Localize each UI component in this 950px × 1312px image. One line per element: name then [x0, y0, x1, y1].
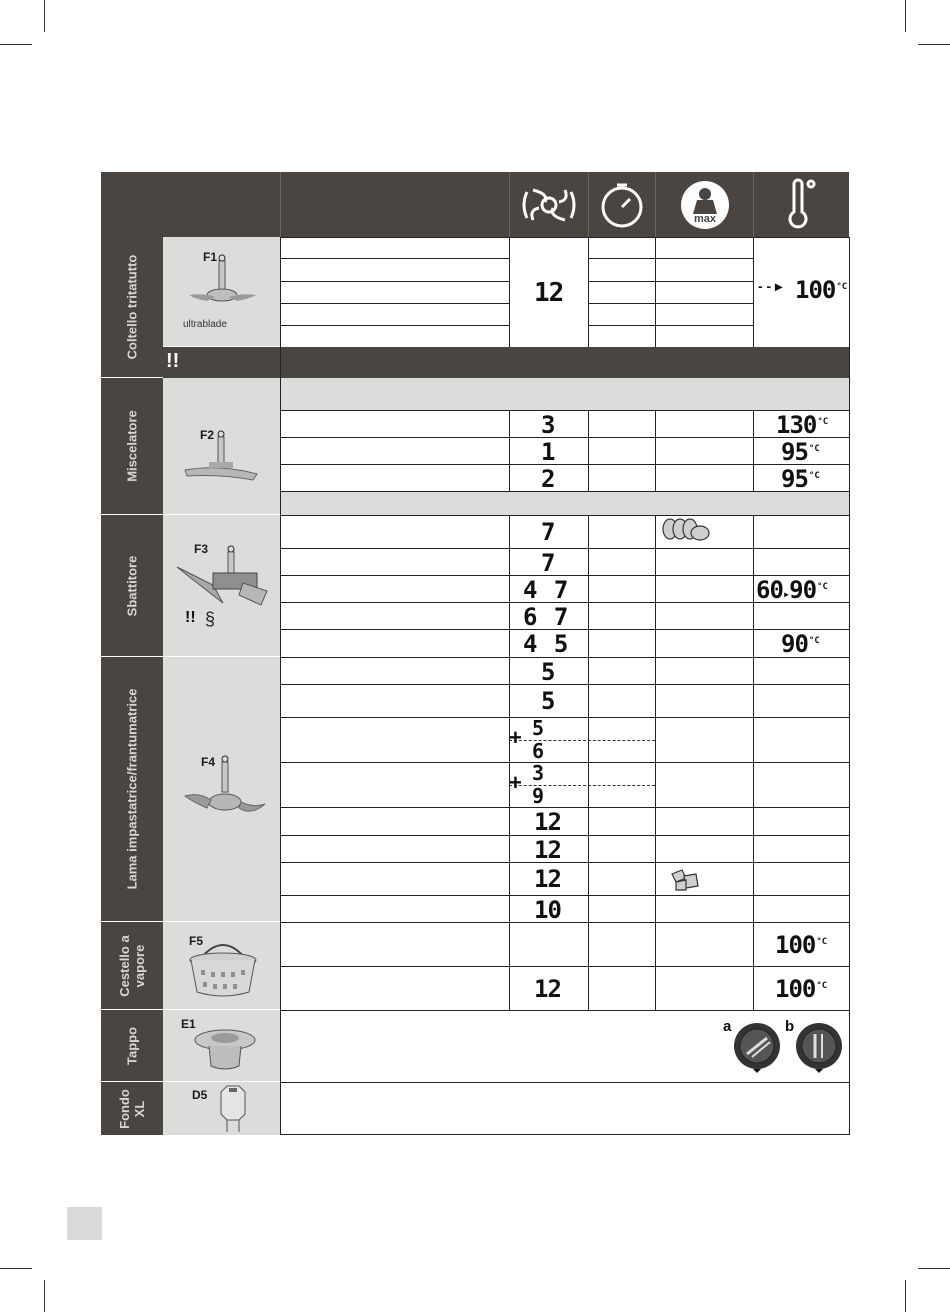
- blade-f1-icon: [185, 253, 260, 313]
- blade-speed-icon: [519, 180, 579, 230]
- temp-f2-2: $95^{^\circ C}$: [781, 438, 820, 466]
- speed-f4-3a: 5: [532, 716, 544, 740]
- speed-f3-1: 7: [541, 518, 555, 546]
- temp-f3-range: $60▸90^{^\circ C}$: [756, 576, 828, 604]
- speed-f3-2: 7: [541, 549, 555, 577]
- dough-blade-f4-icon: [181, 754, 269, 829]
- ultrablade-mark-icon: §: [205, 609, 216, 629]
- tool-code-e1: E1: [181, 1017, 196, 1031]
- egg-icon: [660, 517, 712, 545]
- steam-basket-icon: [187, 936, 259, 1004]
- speed-f4-3b: 6: [532, 739, 544, 763]
- speed-f3-5: 4 5: [523, 630, 568, 658]
- tool-code-d5: D5: [192, 1088, 208, 1102]
- speed-f4-5: 12: [534, 808, 561, 836]
- tool-code-f5: F5: [189, 934, 204, 948]
- crop-mark: [0, 44, 32, 45]
- speed-f5-2: 12: [534, 975, 561, 1003]
- section-label-f5: Cestello a vapore: [101, 922, 163, 1010]
- tool-f3: [163, 515, 280, 657]
- crop-mark: [905, 0, 906, 32]
- tool-code-f2: F2: [200, 428, 215, 442]
- tool-f2: [163, 410, 280, 515]
- crop-mark: [905, 1280, 906, 1312]
- max-quantity-icon: [680, 178, 730, 230]
- grey-band-f2: [163, 378, 849, 410]
- section-label-f3: Sbattitore: [101, 515, 163, 657]
- speed-f1: 12: [534, 278, 564, 308]
- ice-cube-icon: [668, 864, 702, 894]
- whisk-f3-icon: [173, 545, 273, 615]
- speed-f4-8: 10: [534, 896, 561, 924]
- temp-f1: - - ▸: [758, 278, 783, 294]
- dial-b-label: b: [785, 1018, 795, 1035]
- speed-f3-3: 4 7: [523, 576, 568, 604]
- crop-mark: [44, 1280, 45, 1312]
- speed-f4-1: 5: [541, 658, 555, 686]
- ultrablade-logo: ultrablade: [183, 319, 227, 330]
- tool-code-f1: F1: [203, 250, 218, 264]
- speed-f4-4b: 9: [532, 784, 544, 808]
- dial-a-label: a: [723, 1018, 732, 1035]
- tool-f4: [163, 657, 280, 922]
- crop-mark: [918, 44, 950, 45]
- section-label-f4: Lama impastatrice/frantumatrice: [101, 657, 163, 922]
- section-label-e1: Tappo: [101, 1010, 163, 1082]
- temp-f2-3: $95^{^\circ C}$: [781, 465, 820, 493]
- temp-f5-2: $100^{^\circ C}$: [775, 975, 828, 1003]
- speed-f2-2: 1: [541, 438, 555, 466]
- crop-mark: [918, 1268, 950, 1269]
- section-label-f1: Coltello tritatutto: [101, 237, 163, 378]
- temp-f2-1: $130^{^\circ C}$: [776, 411, 829, 439]
- svg-text:max: max: [693, 213, 717, 225]
- thermometer-icon: [785, 178, 819, 232]
- speed-f4-6: 12: [534, 836, 561, 864]
- dial-b-icon: [794, 1022, 844, 1074]
- tool-d5: [163, 1082, 280, 1135]
- crop-mark: [0, 1268, 32, 1269]
- table-header: [163, 172, 849, 237]
- blade-f2-icon: [181, 428, 263, 493]
- tool-code-f3: F3: [194, 542, 209, 556]
- speed-f4-7: 12: [534, 865, 561, 893]
- speed-f3-4: 6 7: [523, 603, 568, 631]
- speed-f4-2: 5: [541, 687, 555, 715]
- temp-value-f1: $100^{^\circ C}$: [795, 276, 848, 304]
- grey-band-f2-bottom: [280, 491, 849, 516]
- tool-code-f4: F4: [201, 755, 216, 769]
- speed-f4-4a: 3: [532, 761, 544, 785]
- warning-note-f3: !!: [185, 609, 196, 626]
- timer-icon: [597, 180, 647, 230]
- page-number-tab: [67, 1207, 102, 1240]
- lid-cap-icon: [189, 1024, 259, 1074]
- warning-note-f1: !!: [166, 350, 180, 372]
- xl-disc-holder-icon: [215, 1084, 251, 1134]
- crop-mark: [44, 0, 45, 32]
- dial-a-icon: [732, 1022, 782, 1074]
- plus-icon: +: [509, 770, 522, 795]
- speed-f2-3: 2: [541, 465, 555, 493]
- speed-f2-1: 3: [541, 411, 555, 439]
- tool-f5: [163, 922, 280, 1010]
- plus-icon: +: [509, 725, 522, 750]
- tool-e1: [163, 1010, 280, 1082]
- section-label-d5: Fondo XL: [101, 1082, 163, 1135]
- tool-f1: [163, 237, 280, 347]
- header-corner: [101, 172, 163, 237]
- section-label-f2: Miscelatore: [101, 378, 163, 515]
- temp-f3-5: $90^{^\circ C}$: [781, 630, 820, 658]
- temp-f5-1: $100^{^\circ C}$: [775, 931, 828, 959]
- warning-band-f1: [163, 347, 849, 378]
